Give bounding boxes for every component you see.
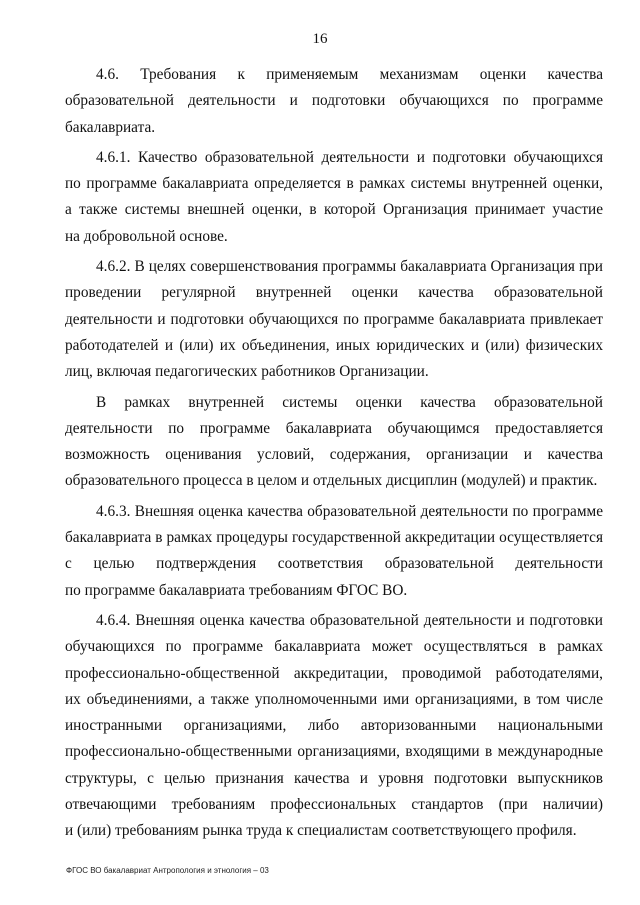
text-line: профессионально-общественной аккредитации, проводимой работодателями, bbox=[65, 664, 603, 682]
text-line: и (или) требованиям рынка труда к специалистам соответствующего профиля. bbox=[65, 822, 577, 840]
text-line: 4.6. Требования к применяемым механизмам оценки качества bbox=[96, 66, 603, 83]
text-line: 4.6.4. Внешняя оценка качества образовательной деятельности и подготовки bbox=[96, 611, 603, 629]
text-line: образовательного процесса в целом и отдельных дисциплин (модулей) и практик. bbox=[65, 472, 598, 490]
page-number: 16 bbox=[312, 31, 328, 47]
text-line: образовательной деятельности и подготовки обучающихся по программе bbox=[65, 92, 603, 110]
paragraph-4-6-1 bbox=[65, 145, 603, 250]
paragraph-4-6-4 bbox=[65, 608, 603, 845]
text-line: деятельности и подготовки обучающихся по программе бакалавриата привлекает bbox=[65, 310, 603, 328]
text-line: а также системы внешней оценки, в которой Организация принимает участие bbox=[65, 201, 603, 219]
text-line: по программе бакалавриата требованиям ФГОС ВО. bbox=[65, 581, 408, 599]
text-line: 4.6.2. В целях совершенствования программы бакалавриата Организация при bbox=[96, 258, 603, 276]
text-line: по программе бакалавриата определяется в рамках системы внутренней оценки, bbox=[65, 175, 603, 193]
text-line: 4.6.1. Качество образовательной деятельности и подготовки обучающихся bbox=[96, 148, 603, 166]
text-line: деятельности по программе бакалавриата обучающимся предоставляется bbox=[65, 419, 603, 437]
text-line: возможность оценивания условий, содержания, организации и качества bbox=[65, 446, 603, 464]
text-line: структуры, с целью признания качества и уровня подготовки выпускников bbox=[65, 769, 603, 787]
document-body bbox=[65, 62, 603, 849]
text-line: на добровольной основе. bbox=[65, 227, 228, 245]
text-line: отвечающими требованиям профессиональных стандартов (при наличии) bbox=[65, 796, 603, 814]
paragraph-4-6-2-b bbox=[65, 390, 603, 495]
text-line: В рамках внутренней системы оценки качества образовательной bbox=[96, 393, 603, 411]
text-line: проведении регулярной внутренней оценки качества образовательной bbox=[65, 284, 603, 302]
text-line: с целью подтверждения соответствия образовательной деятельности bbox=[65, 555, 603, 573]
text-line: иностранными организациями, либо авторизованными национальными bbox=[65, 717, 603, 735]
paragraph-4-6-3 bbox=[65, 499, 603, 604]
text-line: профессионально-общественными организациями, входящими в международные bbox=[65, 743, 603, 761]
text-line: работодателей и (или) их объединения, иных юридических и (или) физических bbox=[65, 336, 603, 354]
paragraph-4-6-2 bbox=[65, 254, 603, 385]
text-line: обучающихся по программе бакалавриата может осуществляться в рамках bbox=[65, 638, 603, 656]
page-footer: ФГОС ВО бакалавриат Антропология и этнология – 03 bbox=[66, 866, 269, 875]
paragraph-4-6 bbox=[65, 62, 603, 141]
text-line: бакалавриата в рамках процедуры государственной аккредитации осуществляется bbox=[65, 529, 603, 547]
text-line: бакалавриата. bbox=[65, 118, 156, 136]
text-line: 4.6.3. Внешняя оценка качества образовательной деятельности по программе bbox=[96, 502, 603, 520]
text-line: лиц, включая педагогических работников Организации. bbox=[65, 363, 429, 381]
text-line: их объединениями, а также уполномоченными ими организациями, в том числе bbox=[65, 690, 603, 708]
